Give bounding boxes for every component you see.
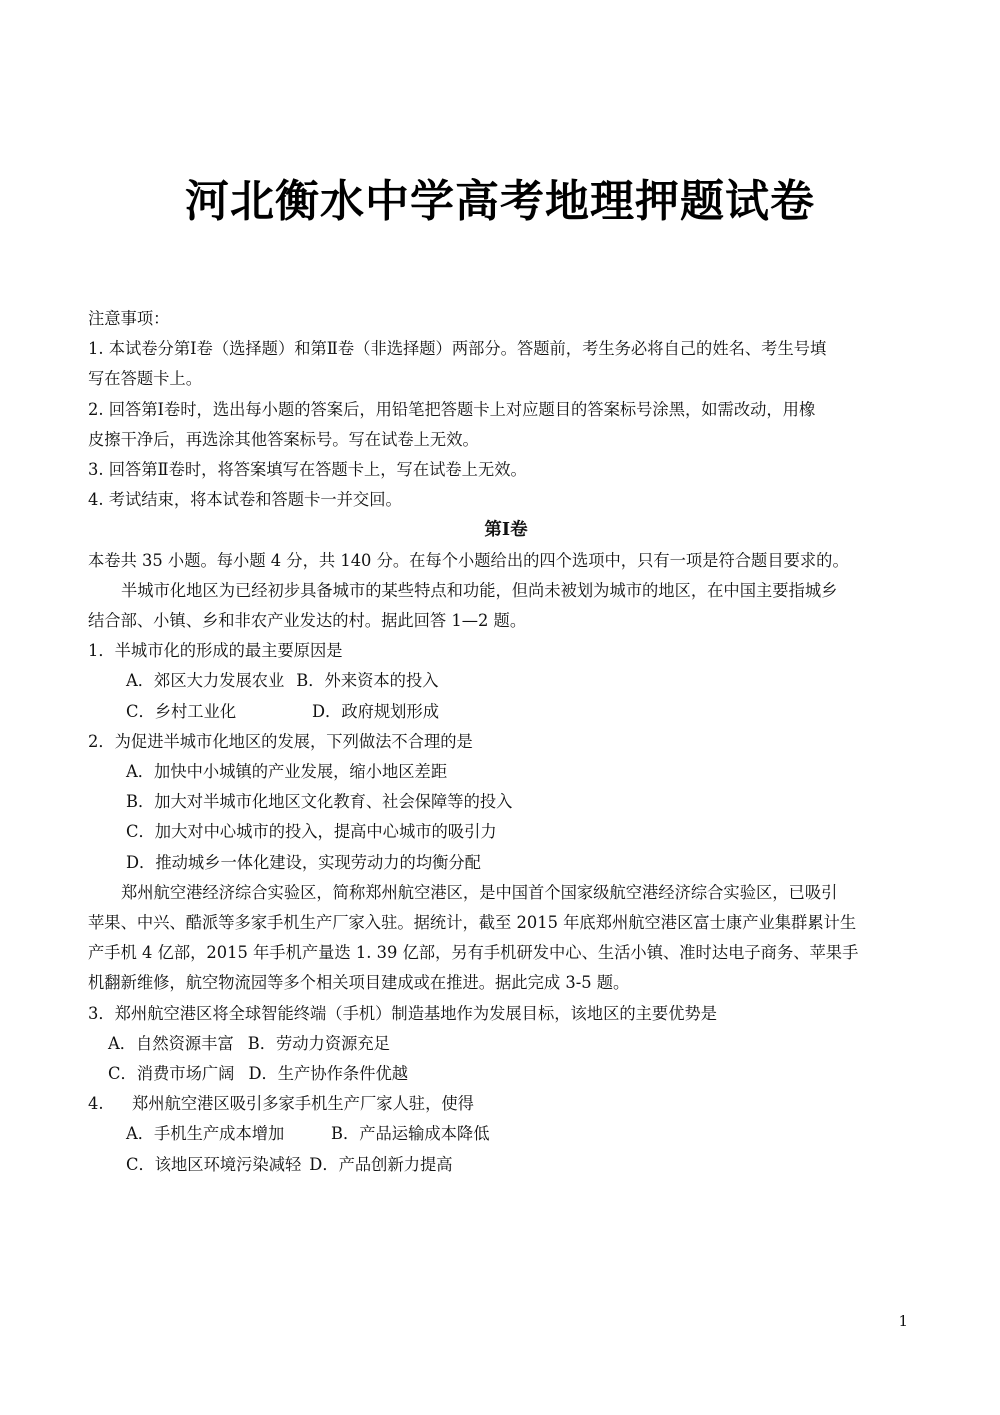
page-number: 1 xyxy=(898,1312,908,1330)
q3-options-cd xyxy=(88,1059,924,1089)
q3-options-ab xyxy=(88,1029,924,1059)
q4-option-d: D．产品创新力提高 xyxy=(309,1154,453,1174)
q3-option-b: B．劳动力资源充足 xyxy=(247,1033,390,1053)
q4-stem-line xyxy=(88,1089,924,1119)
exam-title: 河北衡水中学高考地理押题试卷 xyxy=(185,176,815,227)
q2-option-d: D．推动城乡一体化建设，实现劳动力的均衡分配 xyxy=(126,852,481,872)
notice-item-2a: 2. 回答第Ⅰ卷时，选出每小题的答案后，用铅笔把答题卡上对应题目的答案标号涂黑，如需改动，用橡 xyxy=(88,399,816,419)
q3-option-c: C．消费市场广阔 xyxy=(108,1064,235,1084)
notice-item-3: 3. 回答第Ⅱ卷时，将答案填写在答题卡上，写在试卷上无效。 xyxy=(88,460,527,480)
q2-option-c: C．加大对中心城市的投入，提高中心城市的吸引力 xyxy=(126,822,497,842)
q4-option-b: B．产品运输成本降低 xyxy=(331,1124,490,1144)
q4-option-c: C．该地区环境污染减轻 xyxy=(126,1154,302,1174)
q4-number: 4. xyxy=(88,1094,104,1114)
notice-item-4: 4. 考试结束，将本试卷和答题卡一并交回。 xyxy=(88,490,402,510)
passage2-line2: 苹果、中兴、酷派等多家手机生产厂家入驻。据统计，截至 2015 年底郑州航空港区富士康产业集群累计生 xyxy=(88,913,857,933)
q2-option-a: A．加快中小城镇的产业发展，缩小地区差距 xyxy=(126,762,448,782)
passage2-line1: 郑州航空港经济综合实验区，简称郑州航空港区，是中国首个国家级航空港经济综合实验区，已吸引 xyxy=(121,882,838,902)
q1-stem: 1．半城市化的形成的最主要原因是 xyxy=(88,641,343,661)
q4-options-ab xyxy=(88,1119,924,1149)
notice-item-2b: 皮擦干净后，再选涂其他答案标号。写在试卷上无效。 xyxy=(88,429,479,449)
q2-option-b: B．加大对半城市化地区文化教育、社会保障等的投入 xyxy=(126,792,513,812)
passage1-line2: 结合部、小镇、乡和非农产业发达的村。据此回答 1—2 题。 xyxy=(88,611,527,631)
q4-stem: 郑州航空港区吸引多家手机生产厂家人驻，使得 xyxy=(132,1094,474,1114)
notice-item-1b: 写在答题卡上。 xyxy=(88,369,202,389)
section-intro: 本卷共 35 小题。每小题 4 分，共 140 分。在每个小题给出的四个选项中，只有一项是符合题目要求的。 xyxy=(88,550,849,570)
q3-option-d: D．生产协作条件优越 xyxy=(248,1064,409,1084)
notice-heading: 注意事项： xyxy=(88,309,170,328)
q2-stem: 2．为促进半城市化地区的发展，下列做法不合理的是 xyxy=(88,731,473,751)
q1-option-a: A．郊区大力发展农业 xyxy=(126,671,285,691)
q1-options-ab xyxy=(88,666,924,696)
passage2-line4: 机翻新维修，航空物流园等多个相关项目建成或在推进。据此完成 3-5 题。 xyxy=(88,973,630,993)
notice-item-1a: 1. 本试卷分第Ⅰ卷（选择题）和第Ⅱ卷（非选择题）两部分。答题前，考生务必将自己的姓名、考生号填 xyxy=(88,339,827,359)
q4-option-a: A．手机生产成本增加 xyxy=(126,1124,285,1144)
passage2-line3: 产手机 4 亿部，2015 年手机产量迭 1. 39 亿部，另有手机研发中心、生活小镇、准时达电子商务、苹果手 xyxy=(88,943,859,963)
q1-option-d: D．政府规划形成 xyxy=(312,701,440,721)
q3-stem: 3．郑州航空港区将全球智能终端（手机）制造基地作为发展目标，该地区的主要优势是 xyxy=(88,1003,718,1023)
section-title: 第Ⅰ卷 xyxy=(484,520,528,541)
q3-option-a: A．自然资源丰富 xyxy=(108,1033,234,1053)
passage1-line1: 半城市化地区为已经初步具备城市的某些特点和功能，但尚未被划为城市的地区，在中国主要指城乡 xyxy=(121,580,838,600)
q1-options-cd xyxy=(88,697,924,727)
exam-body xyxy=(88,304,924,1180)
q4-options-cd xyxy=(88,1150,924,1180)
q1-option-c: C．乡村工业化 xyxy=(126,701,237,721)
q1-option-b: B．外来资本的投入 xyxy=(296,671,439,691)
